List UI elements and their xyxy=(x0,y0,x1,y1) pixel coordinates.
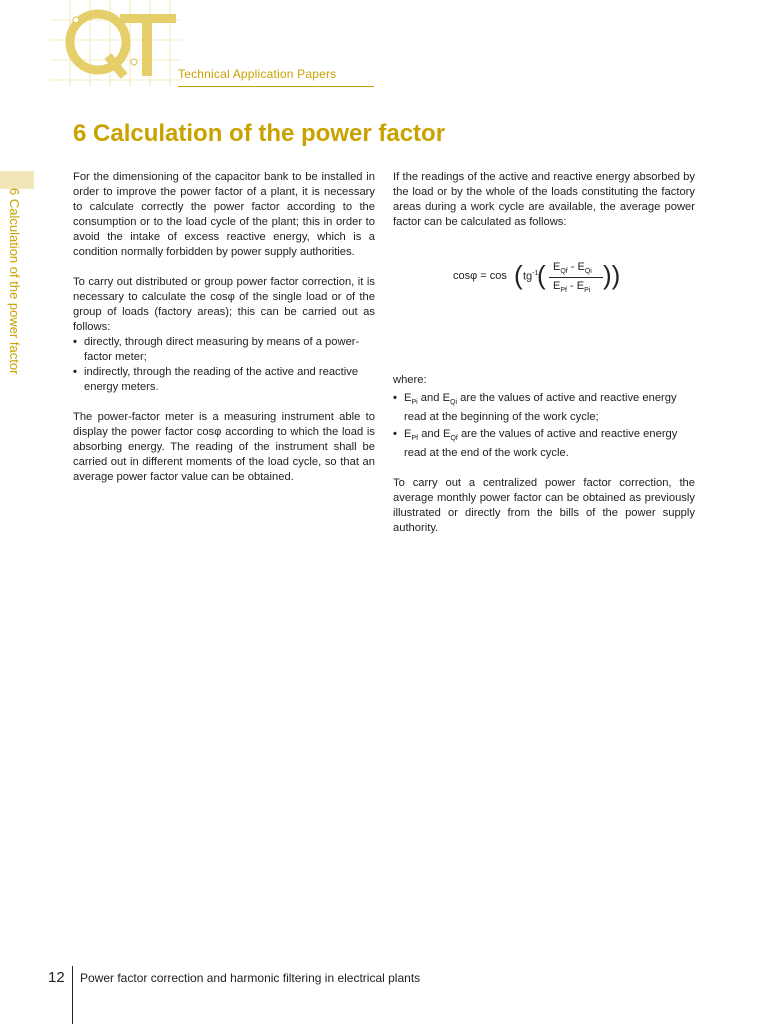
footer-divider xyxy=(72,966,73,1024)
page-number: 12 xyxy=(48,969,65,986)
formula-lhs: cosφ = cos xyxy=(453,270,507,282)
list-item: • $E_{Pf}$ and $E_{Qf}$ are the values of active and reactive energy read at the end of the work cycle. xyxy=(393,427,695,461)
paren-open-icon: ( xyxy=(514,260,523,290)
list-item: • directly, through direct measuring by means of a power-factor meter; xyxy=(73,335,375,365)
left-column xyxy=(73,170,375,500)
list-item: • indirectly, through the reading of the active and reactive energy meters. xyxy=(73,365,375,395)
definition-list xyxy=(393,391,695,461)
right-column xyxy=(393,170,695,551)
formula-denominator: $E_{Pf} - E_{Pi}$ xyxy=(553,280,591,295)
method-list xyxy=(73,335,375,395)
chapter-title: 6 Calculation of the power factor xyxy=(73,120,446,147)
power-factor-formula xyxy=(453,257,633,297)
paren-close-icon: )) xyxy=(603,260,621,290)
series-title: Technical Application Papers xyxy=(178,67,337,81)
footer-title: Power factor correction and harmonic filtering in electrical plants xyxy=(80,971,421,985)
paragraph: If the readings of the active and reactive energy absorbed by the load or by the whole of the loads constituting the factory areas during a work cycle are available, the average power factor can be calculated as follows: xyxy=(393,171,695,228)
side-tab xyxy=(0,171,34,189)
list-item: • $E_{Pi}$ and $E_{Qi}$ are the values of active and reactive energy read at the beginning of the work cycle; xyxy=(393,391,695,425)
header-divider xyxy=(178,86,374,87)
paragraph: The power-factor meter is a measuring instrument able to display the power factor cosφ according to which the load is absorbing energy. The reading of the instrument shall be carried out in different moments of the load cycle, so that an average power factor value can be obtained. xyxy=(73,411,375,483)
formula-tg: $tg^{-1}$ xyxy=(523,270,539,283)
paren-open-icon: ( xyxy=(537,260,546,290)
where-label: where: xyxy=(393,374,427,386)
formula-numerator: $E_{Qf} - E_{Qi}$ xyxy=(553,261,592,276)
fraction-bar xyxy=(549,277,603,278)
paragraph: To carry out distributed or group power factor correction, it is necessary to calculate the cosφ of the single load or of the group of loads (factory areas); this can be carried out as follows: xyxy=(73,276,375,333)
paragraph: To carry out a centralized power factor correction, the average monthly power factor can be obtained as previously illustrated or directly from the bills of the power supply authority. xyxy=(393,477,695,535)
paragraph: For the dimensioning of the capacitor bank to be installed in order to improve the power factor of a plant, it is necessary to calculate correctly the power factor according to the consumption or to the load cycle of the plant; this in order to avoid the intake of excess reactive energy, which is a condition normally forbidden by power supply authorities. xyxy=(73,171,375,258)
qt-logo-icon xyxy=(50,0,182,86)
side-chapter-label: 6 Calculation of the power factor xyxy=(7,188,22,375)
